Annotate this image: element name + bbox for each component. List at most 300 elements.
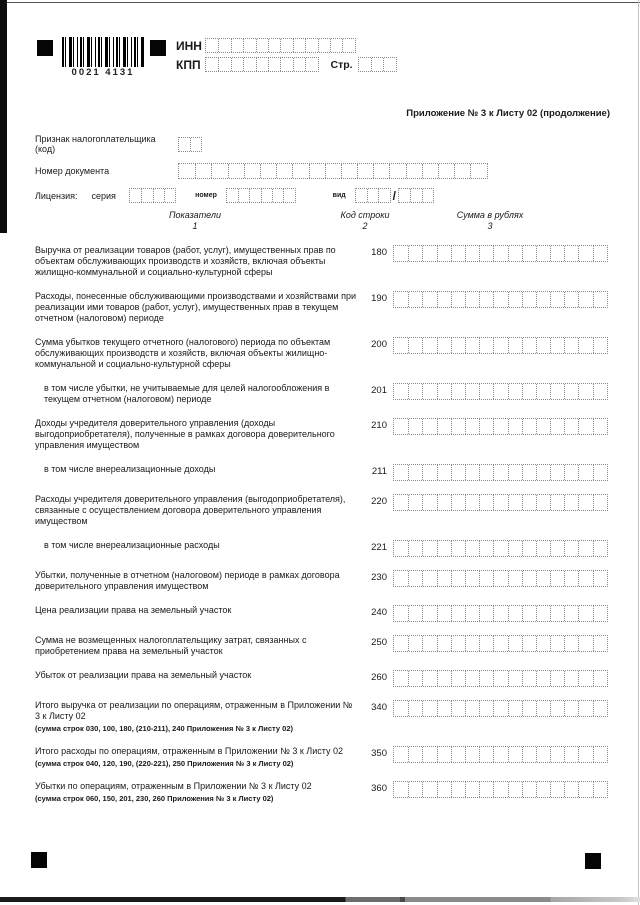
field-cell [394,636,408,651]
column-header-line-code-title: Код строки [340,210,390,220]
row-line-code: 210 [371,420,387,431]
field-cell [451,384,465,399]
field-cell [357,164,373,178]
field-cell [305,58,317,71]
field-cell [422,636,436,651]
field-cell [249,189,260,202]
field-cell [394,606,408,621]
field-cell [564,419,578,434]
field-cell [408,782,422,797]
field-cell [479,701,493,716]
field-cell [550,246,564,261]
field-cell [211,164,227,178]
row-label: Итого расходы по операциям, отраженным в Приложении № 3 к Листу 02 [35,746,343,756]
table-row [35,464,610,481]
scan-artifact-right [638,0,639,905]
field-cell [479,384,493,399]
column-header-line-code-num: 2 [362,221,368,231]
field-cell [493,671,507,686]
field-cell [394,246,408,261]
row-label: Убытки, полученные в отчетном (налоговом) периоде в рамках договора доверительного управления имуществом [35,570,340,591]
field-cell [268,58,280,71]
row-line-code: 360 [371,783,387,794]
registration-mark-top-left [37,40,53,56]
field-cell [451,338,465,353]
field-cell [408,465,422,480]
column-header-indicators-num: 1 [192,221,198,231]
row-line-code: 221 [371,542,387,553]
field-cell [536,671,550,686]
row-amount-field[interactable] [393,418,608,435]
row-label-wrap [35,291,357,324]
field-cell [451,747,465,762]
column-header-line-code [325,210,405,232]
table-row [35,383,610,405]
row-formula-note: (сумма строк 030, 100, 180, (210-211), 240 Приложения № 3 к Листу 02) [35,724,294,733]
row-label-wrap [35,670,357,681]
field-cell [550,571,564,586]
field-cell [451,246,465,261]
row-label: в том числе внереализационные расходы [44,540,220,550]
registration-mark-top-right [150,40,166,56]
field-cell [522,701,536,716]
field-cell [465,701,479,716]
field-cell [493,571,507,586]
field-cell [508,384,522,399]
field-cell [410,189,421,202]
table-row [35,337,610,370]
inn-label: ИНН [176,38,202,53]
field-cell [408,384,422,399]
field-cell [451,701,465,716]
field-cell [437,782,451,797]
license-kind-label: вид [332,192,346,199]
field-cell [394,671,408,686]
row-line-code: 230 [371,572,387,583]
license-number-label: номер [195,192,217,199]
field-cell [437,465,451,480]
field-cell [536,606,550,621]
field-cell [508,292,522,307]
row-label-wrap [35,337,357,370]
field-cell [578,606,592,621]
field-cell [408,636,422,651]
field-cell [422,671,436,686]
column-header-indicators-title: Показатели [169,210,221,220]
field-cell [437,636,451,651]
field-cell [408,606,422,621]
field-cell [422,747,436,762]
field-cell [479,292,493,307]
field-cell [470,164,486,178]
license-kind2-field[interactable] [398,188,434,203]
field-cell [564,495,578,510]
field-cell [408,246,422,261]
field-cell [550,606,564,621]
field-cell [593,465,607,480]
row-label: Расходы, понесенные обслуживающими производствами и хозяйствами при реализации ими товаров (работ, услуг), имущественных прав в текущем отчетном (налоговом) периоде [35,291,357,323]
column-header-amount [430,210,550,232]
license-slash: / [392,188,396,203]
row-label: Доходы учредителя доверительного управления (доходы выгодоприобретателя), полученные в рамках договора доверительного управления имуществом [35,418,335,450]
field-cell [479,338,493,353]
field-cell [536,636,550,651]
field-cell [508,465,522,480]
column-header-indicators [115,210,275,232]
field-cell [493,701,507,716]
field-cell [564,636,578,651]
table-row [35,540,610,557]
table-row [35,746,610,768]
field-cell [378,189,389,202]
row-amount-field[interactable] [393,540,608,557]
field-cell [522,636,536,651]
taxpayer-attribute-label: Признак налогоплательщика (код) [35,134,156,154]
field-cell [578,541,592,556]
table-row [35,494,610,527]
field-cell [465,571,479,586]
field-cell [437,571,451,586]
row-amount-field[interactable] [393,781,608,798]
row-label: Убыток от реализации права на земельный участок [35,670,252,680]
field-cell [399,189,410,202]
field-cell [564,541,578,556]
row-label-wrap [35,605,357,616]
kpp-field[interactable] [205,57,319,72]
field-cell [422,701,436,716]
field-cell [479,782,493,797]
field-cell [536,246,550,261]
field-cell [550,671,564,686]
field-cell [408,747,422,762]
field-cell [578,495,592,510]
field-cell [451,782,465,797]
row-line-code: 211 [371,466,387,477]
row-label: Убытки по операциям, отраженным в Приложении № 3 к Листу 02 [35,781,312,791]
field-cell [276,164,292,178]
field-cell [564,571,578,586]
registration-mark-bottom-right [585,853,601,869]
field-cell [422,384,436,399]
field-cell [465,671,479,686]
field-cell [479,636,493,651]
document-number-row [35,163,595,179]
table-row [35,418,610,451]
field-cell [536,384,550,399]
field-cell [522,419,536,434]
field-cell [437,701,451,716]
field-cell [593,671,607,686]
field-cell [283,189,294,202]
field-cell [371,58,383,71]
field-cell [437,495,451,510]
inn-field[interactable] [205,38,356,53]
row-amount-field[interactable] [393,700,608,717]
field-cell [493,606,507,621]
row-label-wrap [35,464,357,475]
field-cell [479,671,493,686]
field-cell [593,747,607,762]
field-cell [522,384,536,399]
field-cell [318,39,330,52]
field-cell [465,782,479,797]
column-header-amount-num: 3 [487,221,493,231]
field-cell [479,465,493,480]
field-cell [593,246,607,261]
field-cell [389,164,405,178]
field-cell [394,782,408,797]
field-cell [536,419,550,434]
row-label-wrap [35,418,357,451]
row-amount-field[interactable] [393,291,608,308]
field-cell [522,747,536,762]
field-cell [408,671,422,686]
field-cell [564,606,578,621]
field-cell [550,419,564,434]
field-cell [564,701,578,716]
field-cell [479,571,493,586]
field-cell [408,701,422,716]
field-cell [437,671,451,686]
field-cell [280,39,292,52]
field-cell [578,671,592,686]
field-cell [550,701,564,716]
barcode [62,37,144,67]
field-cell [493,292,507,307]
field-cell [550,782,564,797]
row-amount-field[interactable] [393,383,608,400]
field-cell [164,189,175,202]
row-amount-field[interactable] [393,570,608,587]
field-cell [493,747,507,762]
field-cell [438,164,454,178]
field-cell [593,419,607,434]
row-label: Расходы учредителя доверительного управления (выгодоприобретателя), связанные с осуществлением договора доверительного управления имуществом [35,494,346,526]
field-cell [536,782,550,797]
field-cell [179,138,190,151]
row-line-code: 220 [371,496,387,507]
license-series-label: серия [91,190,116,201]
field-cell [578,465,592,480]
license-series-field[interactable] [129,188,176,203]
row-amount-field[interactable] [393,337,608,354]
row-line-code: 240 [371,607,387,618]
row-formula-note: (сумма строк 060, 150, 201, 230, 260 Приложения № 3 к Листу 02) [35,794,274,803]
field-cell [536,701,550,716]
field-cell [228,164,244,178]
field-cell [564,338,578,353]
row-label-wrap [35,245,357,278]
field-cell [493,495,507,510]
row-label-wrap [35,570,357,592]
document-number-field[interactable] [178,163,488,179]
scan-artifact-top [0,2,640,3]
field-cell [394,571,408,586]
row-amount-field[interactable] [393,746,608,763]
field-cell [479,495,493,510]
field-cell [272,189,283,202]
field-cell [227,189,238,202]
meta-block [35,134,595,212]
field-cell [550,292,564,307]
field-cell [465,246,479,261]
field-cell [437,606,451,621]
field-cell [130,189,141,202]
field-cell [508,747,522,762]
table-row [35,570,610,592]
field-cell [493,636,507,651]
field-cell [550,747,564,762]
row-amount-field[interactable] [393,605,608,622]
field-cell [342,39,354,52]
field-cell [325,164,341,178]
field-cell [508,246,522,261]
appendix-title: Приложение № 3 к Листу 02 (продолжение) [406,108,610,119]
field-cell [422,571,436,586]
field-cell [422,246,436,261]
field-cell [536,541,550,556]
field-cell [243,58,255,71]
field-cell [218,58,230,71]
field-cell [493,541,507,556]
field-cell [578,419,592,434]
registration-mark-bottom-left [31,852,47,868]
field-cell [422,338,436,353]
field-cell [522,465,536,480]
field-cell [437,541,451,556]
row-label: в том числе внереализационные доходы [44,464,216,474]
field-cell [256,58,268,71]
table-row [35,605,610,622]
field-cell [408,292,422,307]
field-cell [408,338,422,353]
row-amount-field[interactable] [393,494,608,511]
field-cell [256,39,268,52]
field-cell [465,495,479,510]
field-cell [508,636,522,651]
field-cell [578,338,592,353]
field-cell [190,138,201,151]
field-cell [593,636,607,651]
field-cell [578,292,592,307]
page-number-field[interactable] [358,57,397,72]
field-cell [578,384,592,399]
taxpayer-attribute-field[interactable] [178,137,202,152]
field-cell [437,384,451,399]
field-cell [508,495,522,510]
field-cell [493,384,507,399]
table-row [35,245,610,278]
field-cell [479,541,493,556]
row-amount-field[interactable] [393,635,608,652]
field-cell [564,246,578,261]
page-number-label: Стр. [330,58,353,71]
row-amount-field[interactable] [393,245,608,262]
license-label: Лицензия: [35,190,78,201]
license-number-field[interactable] [226,188,296,203]
field-cell [522,782,536,797]
field-cell [578,701,592,716]
kpp-label: КПП [176,57,201,72]
field-cell [508,419,522,434]
field-cell [550,495,564,510]
row-label: Итого выручка от реализации по операциям, отраженным в Приложении № 3 к Листу 02 [35,700,353,721]
field-cell [593,292,607,307]
row-label-wrap [35,494,357,527]
field-cell [465,338,479,353]
field-cell [408,571,422,586]
row-line-code: 250 [371,637,387,648]
row-label-wrap [35,383,357,405]
field-cell [394,495,408,510]
field-cell [522,292,536,307]
license-kind-field[interactable] [355,188,391,203]
license-row [35,188,595,203]
field-cell [406,164,422,178]
field-cell [218,39,230,52]
field-cell [454,164,470,178]
row-amount-field[interactable] [393,670,608,687]
field-cell [422,164,438,178]
row-line-code: 180 [371,247,387,258]
scan-artifact-bottom [0,897,640,902]
field-cell [522,495,536,510]
field-cell [383,58,395,71]
field-cell [550,384,564,399]
field-cell [550,636,564,651]
field-cell [465,292,479,307]
field-cell [293,58,305,71]
field-cell [293,39,305,52]
field-cell [437,419,451,434]
field-cell [394,419,408,434]
field-cell [564,782,578,797]
document-number-label: Номер документа [35,166,110,176]
field-cell [238,189,249,202]
field-cell [231,58,243,71]
field-cell [437,246,451,261]
field-cell [422,189,433,202]
field-cell [508,671,522,686]
field-cell [408,419,422,434]
row-label: в том числе убытки, не учитываемые для целей налогообложения в текущем отчетном (налоговом) периоде [44,383,330,404]
field-cell [578,246,592,261]
field-cell [522,338,536,353]
row-label-wrap [35,635,357,657]
field-cell [422,606,436,621]
field-cell [578,782,592,797]
field-cell [536,338,550,353]
field-cell [330,39,342,52]
row-formula-note: (сумма строк 040, 120, 190, (220-221), 250 Приложения № 3 к Листу 02) [35,759,294,768]
field-cell [536,465,550,480]
field-cell [206,58,218,71]
field-cell [422,419,436,434]
row-line-code: 340 [371,702,387,713]
column-header-amount-title: Сумма в рублях [456,210,524,220]
field-cell [280,58,292,71]
taxpayer-attribute-row [35,134,595,154]
field-cell [522,571,536,586]
row-amount-field[interactable] [393,464,608,481]
field-cell [465,541,479,556]
field-cell [341,164,357,178]
inn-row [176,38,397,53]
field-cell [367,189,378,202]
field-cell [508,541,522,556]
field-cell [564,671,578,686]
row-label-wrap [35,781,357,803]
